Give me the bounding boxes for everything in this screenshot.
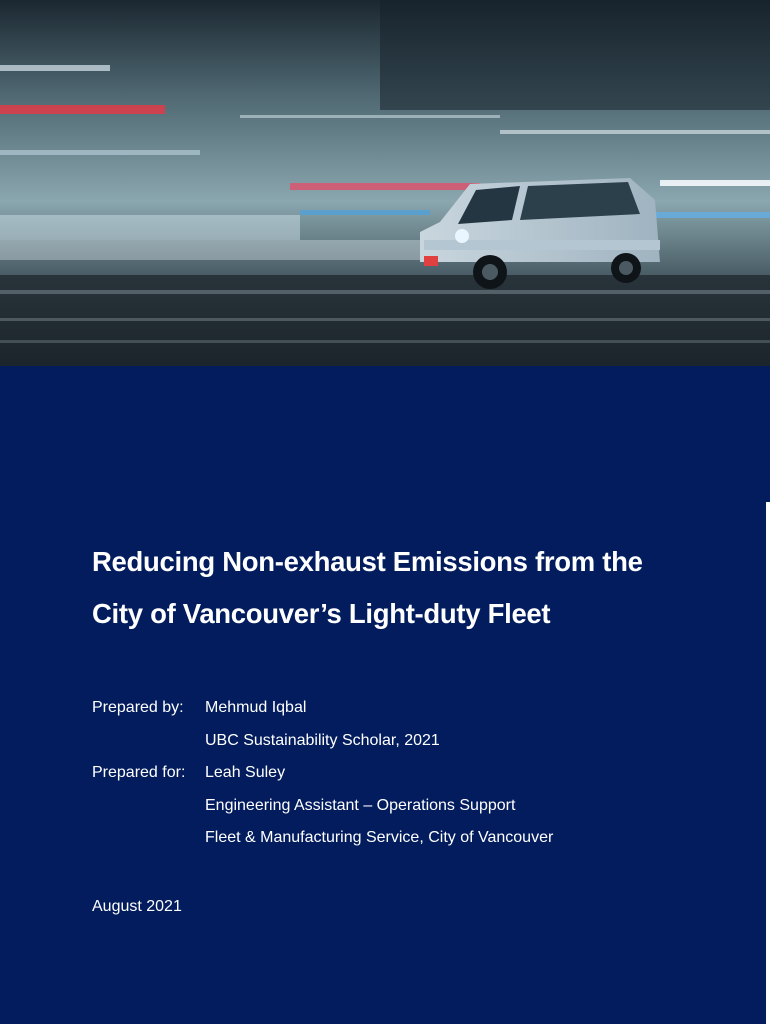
prepared-for-row: [92, 757, 553, 790]
prepared-by-label: Prepared by:: [92, 699, 184, 716]
prepared-for-role-row: [92, 790, 553, 823]
report-date: August 2021: [92, 898, 182, 915]
title-line-1: Reducing Non-exhaust Emissions from the: [92, 546, 643, 577]
prepared-by-role-row: [92, 725, 553, 758]
prepared-for-label: Prepared for:: [92, 764, 186, 781]
prepared-by-role: UBC Sustainability Scholar, 2021: [205, 731, 440, 749]
report-title: [92, 536, 742, 640]
prepared-for-role: Engineering Assistant – Operations Support: [205, 796, 516, 814]
prepared-for-name: Leah Suley: [205, 764, 286, 781]
prepared-by-name: Mehmud Iqbal: [205, 699, 307, 716]
title-line-2: City of Vancouver’s Light-duty Fleet: [92, 598, 551, 629]
page-right-edge: [766, 366, 770, 1024]
prepared-by-row: [92, 692, 553, 725]
prepared-for-org-row: [92, 822, 553, 855]
prepared-for-org: Fleet & Manufacturing Service, City of Vancouver: [205, 829, 554, 846]
cover-photo: [0, 0, 770, 366]
prepared-info: [92, 692, 553, 855]
motion-blur-car-image: [0, 0, 770, 366]
